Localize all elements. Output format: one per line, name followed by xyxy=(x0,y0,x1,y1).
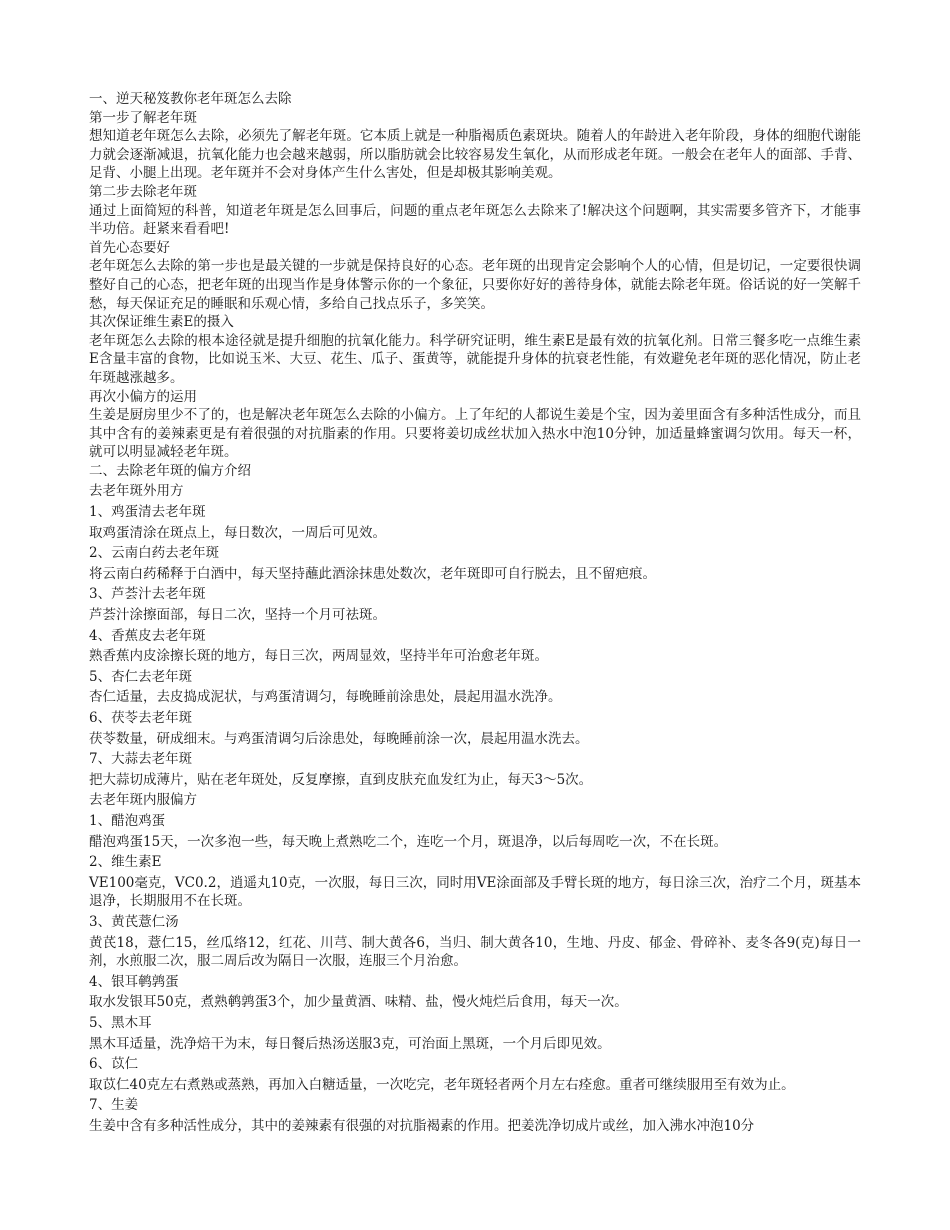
subsection-heading: 再次小偏方的运用 xyxy=(89,388,197,405)
section-heading: 二、去除老年斑的偏方介绍 xyxy=(89,462,251,479)
remedy-text: 熟香蕉内皮涂擦长斑的地方，每日三次，两周显效，坚持半年可治愈老年斑。 xyxy=(89,648,548,665)
remedy-heading: 4、香蕉皮去老年斑 xyxy=(89,627,206,644)
paragraph: 通过上面简短的科普，知道老年斑是怎么回事后，问题的重点老年斑怎么去除来了!解决这个问题啊，其实需要多管齐下，才能事半功倍。赶紧来看看吧! xyxy=(89,202,861,238)
subsection-heading: 去老年斑内服偏方 xyxy=(89,792,197,809)
paragraph: 想知道老年斑怎么去除，必须先了解老年斑。它本质上就是一种脂褐质色素斑块。随着人的年龄进入老年阶段，身体的细胞代谢能力就会逐渐减退，抗氧化能力也会越来越弱，所以脂肪就会比较容易发生氧化，从而形成老年斑。一般会在老年人的面部、手背、足背、小腿上出现。老年斑并不会对身体产生什么害处，但是却极其影响美观。 xyxy=(89,128,861,182)
remedy-text: 醋泡鸡蛋15天，一次多泡一些，每天晚上煮熟吃二个，连吃一个月，斑退净，以后每周吃一次，不在长斑。 xyxy=(89,833,728,850)
paragraph: 老年斑怎么去除的第一步也是最关键的一步就是保持良好的心态。老年斑的出现肯定会影响个人的心情，但是切记，一定要很快调整好自己的心态，把老年斑的出现当作是身体警示你的一个象征，只要你好好的善待身体，就能去除老年斑。俗话说的好一笑解千愁，每天保证充足的睡眠和乐观心情，多给自己找点乐子，多笑笑。 xyxy=(89,258,861,312)
subsection-heading: 第二步去除老年斑 xyxy=(89,183,197,200)
remedy-heading: 2、维生素E xyxy=(89,854,162,871)
remedy-heading: 4、银耳鹌鹑蛋 xyxy=(89,973,179,990)
remedy-heading: 3、黄芪薏仁汤 xyxy=(89,913,179,930)
section-heading: 一、逆天秘笈教你老年斑怎么去除 xyxy=(89,91,292,107)
remedy-heading: 3、芦荟汁去老年斑 xyxy=(89,586,206,603)
remedy-heading: 1、鸡蛋清去老年斑 xyxy=(89,504,206,521)
subsection-heading: 首先心态要好 xyxy=(89,239,170,256)
subsection-heading: 第一步了解老年斑 xyxy=(89,109,197,126)
remedy-text: 取鸡蛋清涂在斑点上，每日数次，一周后可见效。 xyxy=(89,524,386,541)
document-page xyxy=(89,90,861,1135)
paragraph: 老年斑怎么去除的根本途径就是提升细胞的抗氧化能力。科学研究证明，维生素E是最有效的抗氧化剂。日常三餐多吃一点维生素E含量丰富的食物，比如说玉米、大豆、花生、瓜子、蛋黄等，就能提升身体的抗衰老性能，有效避免老年斑的恶化情况，防止老年斑越涨越多。 xyxy=(89,332,861,386)
remedy-text: 茯苓数量，研成细末。与鸡蛋清调匀后涂患处，每晚睡前涂一次，晨起用温水洗去。 xyxy=(89,730,589,747)
remedy-text: 杏仁适量，去皮捣成泥状，与鸡蛋清调匀，每晚睡前涂患处，晨起用温水洗净。 xyxy=(89,689,562,706)
remedy-heading: 2、云南白药去老年斑 xyxy=(89,545,220,562)
subsection-heading: 去老年斑外用方 xyxy=(89,483,184,500)
remedy-text: 将云南白药稀释于白酒中，每天坚持蘸此酒涂抹患处数次，老年斑即可自行脱去，且不留疤痕。 xyxy=(89,565,656,582)
remedy-heading: 5、黑木耳 xyxy=(89,1014,152,1031)
remedy-heading: 7、大蒜去老年斑 xyxy=(89,751,193,768)
paragraph: 生姜是厨房里少不了的，也是解决老年斑怎么去除的小偏方。上了年纪的人都说生姜是个宝，因为姜里面含有多种活性成分，而且其中含有的姜辣素更是有着很强的对抗脂素的作用。只要将姜切成丝状加入热水中泡10分钟，加适量蜂蜜调匀饮用。每天一杯，就可以明显减轻老年斑。 xyxy=(89,407,861,461)
remedy-text: 黄芪18，薏仁15，丝瓜络12，红花、川芎、制大黄各6，当归、制大黄各10，生地、丹皮、郁金、骨碎补、麦冬各9(克)每日一剂，水煎服二次，服二周后改为隔日一次服，连服三个月治愈。 xyxy=(89,934,861,970)
remedy-heading: 7、生姜 xyxy=(89,1097,139,1114)
remedy-heading: 1、醋泡鸡蛋 xyxy=(89,812,166,829)
remedy-text: 芦荟汁涂擦面部，每日二次，坚持一个月可祛斑。 xyxy=(89,607,386,624)
remedy-text: 生姜中含有多种活性成分，其中的姜辣素有很强的对抗脂褐素的作用。把姜洗净切成片或丝，加入沸水冲泡10分 xyxy=(89,1117,755,1134)
remedy-heading: 5、杏仁去老年斑 xyxy=(89,668,193,685)
subsection-heading: 其次保证维生素E的摄入 xyxy=(89,314,234,331)
remedy-text: 取水发银耳50克，煮熟鹌鹑蛋3个，加少量黄酒、味精、盐，慢火炖烂后食用，每天一次。 xyxy=(89,994,628,1011)
remedy-text: VE100毫克，VC0.2，逍遥丸10克，一次服，每日三次，同时用VE涂面部及手臂长斑的地方，每日涂三次，治疗二个月，斑基本退净，长期服用不在长斑。 xyxy=(89,874,861,910)
remedy-heading: 6、苡仁 xyxy=(89,1056,139,1073)
remedy-text: 黑木耳适量，洗净焙干为末，每日餐后热汤送服3克，可治面上黑斑，一个月后即见效。 xyxy=(89,1035,611,1052)
remedy-heading: 6、茯苓去老年斑 xyxy=(89,710,193,726)
remedy-text: 把大蒜切成薄片，贴在老年斑处，反复摩擦，直到皮肤充血发红为止，每天3～5次。 xyxy=(89,771,593,788)
remedy-text: 取苡仁40克左右煮熟或蒸熟，再加入白糖适量，一次吃完，老年斑轻者两个月左右痊愈。重者可继续服用至有效为止。 xyxy=(89,1076,795,1093)
